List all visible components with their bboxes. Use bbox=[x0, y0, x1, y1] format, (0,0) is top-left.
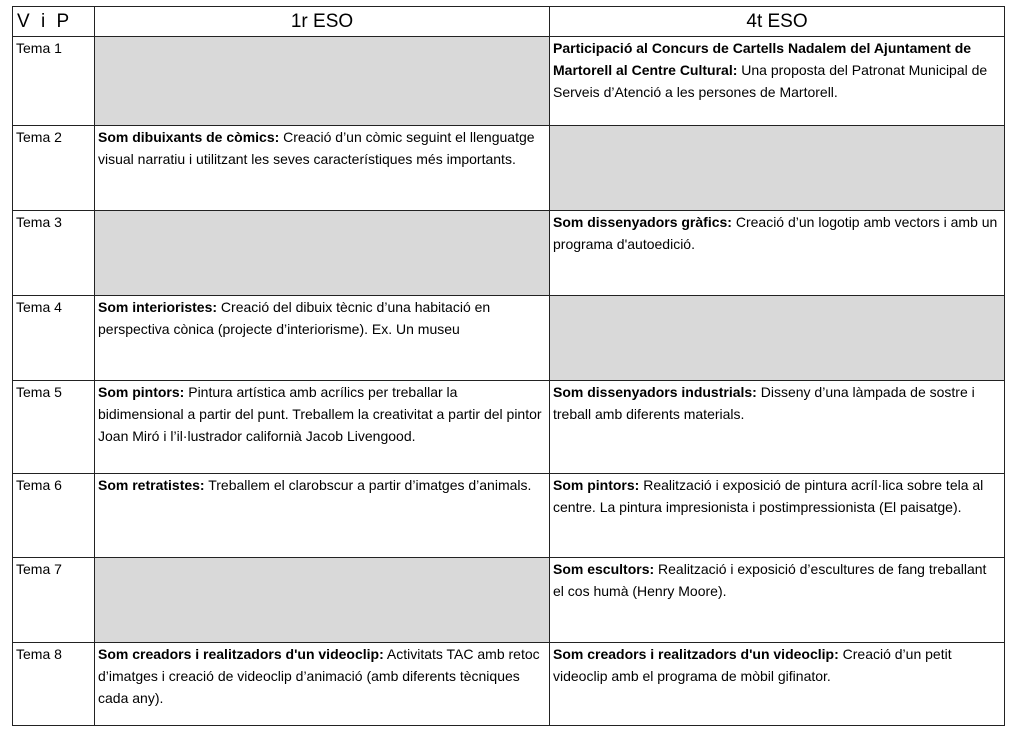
activity-text: Pintura artística amb acrílics per treballar la bidimensional a partir del punt. Treballem la creativitat a partir del pintor Joan Miró i l’il·lustrador californià Jacob Livengood. bbox=[98, 384, 542, 444]
tema-label: Tema 2 bbox=[13, 126, 95, 211]
activity-cell-1r bbox=[95, 126, 550, 211]
activity-text: Activitats TAC amb retoc d’imatges i creació de videoclip d’animació (amb diferents tècniques cada any). bbox=[98, 646, 540, 706]
activity-title: Som retratistes: bbox=[98, 477, 205, 493]
tema-label: Tema 7 bbox=[13, 558, 95, 643]
activity-cell-1r bbox=[95, 643, 550, 726]
table-row bbox=[13, 474, 1005, 558]
vip-table bbox=[12, 6, 1005, 726]
activity-text: Realització i exposició d’escultures de fang treballant el cos humà (Henry Moore). bbox=[553, 561, 987, 599]
empty-cell bbox=[95, 37, 550, 126]
activity-title: Som escultors: bbox=[553, 561, 655, 577]
activity-title: Som creadors i realitzadors d'un videoclip: bbox=[553, 646, 839, 662]
header-row bbox=[13, 7, 1005, 37]
table-row bbox=[13, 381, 1005, 474]
activity-title: Som pintors: bbox=[553, 477, 640, 493]
activity-text: Realització i exposició de pintura acríl·lica sobre tela al centre. La pintura impresionista i postimpressionista (El paisatge). bbox=[553, 477, 984, 515]
activity-cell-4t bbox=[550, 474, 1005, 558]
activity-title: Participació al Concurs de Cartells Nadalem del Ajuntament de Martorell al Centre Cultural: bbox=[553, 40, 972, 78]
activity-title: Som pintors: bbox=[98, 384, 185, 400]
activity-title: Som dibuixants de còmics: bbox=[98, 129, 280, 145]
empty-cell bbox=[95, 558, 550, 643]
header-1r-eso: 1r ESO bbox=[95, 7, 550, 37]
table-row bbox=[13, 37, 1005, 126]
table-row bbox=[13, 643, 1005, 726]
tema-label: Tema 3 bbox=[13, 211, 95, 296]
activity-text: Creació d’un petit videoclip amb el programa de mòbil gifinator. bbox=[553, 646, 952, 684]
table-row bbox=[13, 126, 1005, 211]
table-row bbox=[13, 558, 1005, 643]
activity-cell-4t bbox=[550, 37, 1005, 126]
activity-title: Som interioristes: bbox=[98, 299, 218, 315]
tema-label: Tema 5 bbox=[13, 381, 95, 474]
header-4t-eso: 4t ESO bbox=[550, 7, 1005, 37]
activity-cell-4t bbox=[550, 211, 1005, 296]
activity-cell-4t bbox=[550, 558, 1005, 643]
tema-label: Tema 1 bbox=[13, 37, 95, 126]
activity-text: Disseny d’una làmpada de sostre i treball amb diferents materials. bbox=[553, 384, 975, 422]
activity-text: Una proposta del Patronat Municipal de Serveis d’Atenció a les persones de Martorell. bbox=[553, 62, 988, 100]
tema-label: Tema 4 bbox=[13, 296, 95, 381]
activity-cell-1r bbox=[95, 474, 550, 558]
tema-label: Tema 6 bbox=[13, 474, 95, 558]
activity-text: Creació del dibuix tècnic d’una habitació en perspectiva cònica (projecte d’interiorisme). Ex. Un museu bbox=[98, 299, 491, 337]
activity-text: Creació d’un logotip amb vectors i amb un programa d'autoedició. bbox=[553, 214, 998, 252]
activity-title: Som dissenyadors gràfics: bbox=[553, 214, 732, 230]
activity-title: Som dissenyadors industrials: bbox=[553, 384, 757, 400]
header-corner: V i P bbox=[13, 7, 95, 37]
activity-cell-4t bbox=[550, 381, 1005, 474]
activity-text: Treballem el clarobscur a partir d’imatges d’animals. bbox=[204, 477, 532, 493]
empty-cell bbox=[550, 296, 1005, 381]
empty-cell bbox=[550, 126, 1005, 211]
table-row bbox=[13, 296, 1005, 381]
activity-cell-1r bbox=[95, 381, 550, 474]
activity-cell-4t bbox=[550, 643, 1005, 726]
activity-cell-1r bbox=[95, 296, 550, 381]
tema-label: Tema 8 bbox=[13, 643, 95, 726]
empty-cell bbox=[95, 211, 550, 296]
activity-text: Creació d’un còmic seguint el llenguatge visual narratiu i utilitzant les seves característiques més importants. bbox=[98, 129, 535, 167]
activity-title: Som creadors i realitzadors d'un videoclip: bbox=[98, 646, 384, 662]
table-row bbox=[13, 211, 1005, 296]
